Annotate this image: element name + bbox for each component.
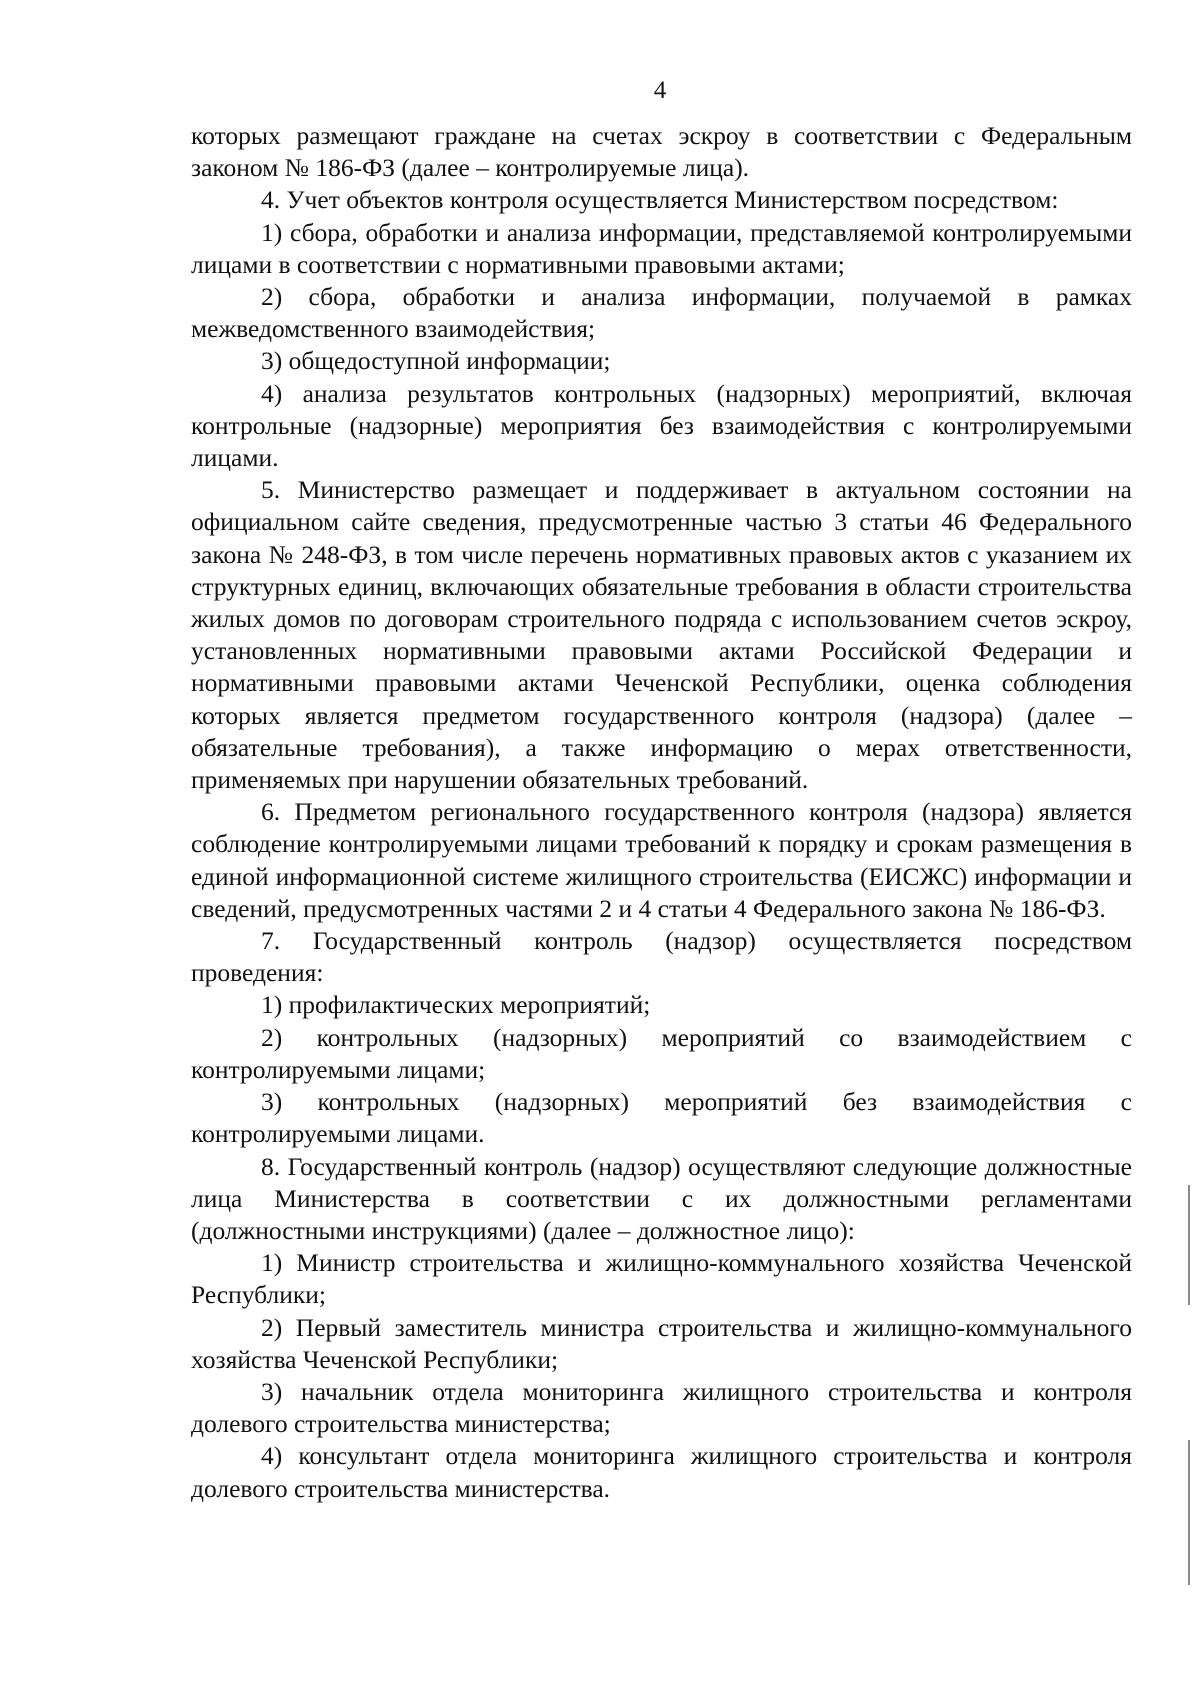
- paragraph-item-8: 8. Государственный контроль (надзор) осуществляют следующие должностные лица Министерства в соответствии с их должностными регламентами (должностными инструкциями) (далее – должностное лицо):: [191, 1151, 1132, 1245]
- subitem-4-3: 3) общедоступной информации;: [261, 346, 611, 376]
- scan-edge-mark: [1188, 1440, 1190, 1585]
- scan-edge-mark: [1188, 1185, 1190, 1305]
- document-body: [191, 120, 1132, 1505]
- subitem-8-4: 4) консультант отдела мониторинга жилищного строительства и контроля долевого строительства министерства.: [191, 1441, 1132, 1503]
- paragraph-item-5: 5. Министерство размещает и поддерживает в актуальном состоянии на официальном сайте сведения, предусмотренные частью 3 статьи 46 Федерального закона № 248-ФЗ, в том числе перечень нормативных правовых актов с указанием их структурных единиц, включающих обязательные требования в области строительства жилых домов по договорам строительного подряда с использованием счетов эскроу, установленных нормативными правовыми актами Российской Федерации и нормативными правовыми актами Чеченской Республики, оценка соблюдения которых является предметом государственного контроля (надзора) (далее – обязательные требования), а также информацию о мерах ответственности, применяемых при нарушении обязательных требований.: [191, 475, 1132, 795]
- paragraph-item-4: 4. Учет объектов контроля осуществляется Министерством посредством:: [261, 185, 1059, 215]
- subitem-4-1: 1) сбора, обработки и анализа информации, представляемой контролируемыми лицами в соответствии с нормативными правовыми актами;: [191, 217, 1132, 279]
- subitem-8-3: 3) начальник отдела мониторинга жилищного строительства и контроля долевого строительства министерства;: [191, 1376, 1132, 1439]
- subitem-7-2: 2) контрольных (надзорных) мероприятий со взаимодействием с контролируемыми лицами;: [191, 1022, 1132, 1084]
- subitem-7-3: 3) контрольных (надзорных) мероприятий без взаимодействия с контролируемыми лицами.: [191, 1087, 1132, 1149]
- paragraph-item-6: 6. Предметом регионального государственного контроля (надзора) является соблюдение контролируемыми лицами требований к порядку и срокам размещения в единой информационной системе жилищного строительства (ЕИСЖС) информации и сведений, предусмотренных частями 2 и 4 статьи 4 Федерального закона № 186-ФЗ.: [191, 797, 1132, 923]
- subitem-4-4: 4) анализа результатов контрольных (надзорных) мероприятий, включая контрольные (надзорные) мероприятия без взаимодействия с контролируемыми лицами.: [191, 378, 1132, 473]
- page-number: 4: [653, 77, 667, 104]
- subitem-8-2: 2) Первый заместитель министра строительства и жилищно-коммунального хозяйства Чеченской Республики;: [191, 1312, 1132, 1374]
- paragraph-continuation: которых размещают граждане на счетах эскроу в соответствии с Федеральным законом № 186-ФЗ (далее – контролируемые лица).: [191, 121, 1132, 183]
- paragraph-item-7: 7. Государственный контроль (надзор) осуществляется посредством проведения:: [191, 926, 1132, 988]
- subitem-4-2: 2) сбора, обработки и анализа информации, получаемой в рамках межведомственного взаимодействия;: [191, 282, 1132, 344]
- subitem-8-1: 1) Министр строительства и жилищно-коммунального хозяйства Чеченской Республики;: [191, 1248, 1132, 1310]
- subitem-7-1: 1) профилактических мероприятий;: [261, 990, 651, 1020]
